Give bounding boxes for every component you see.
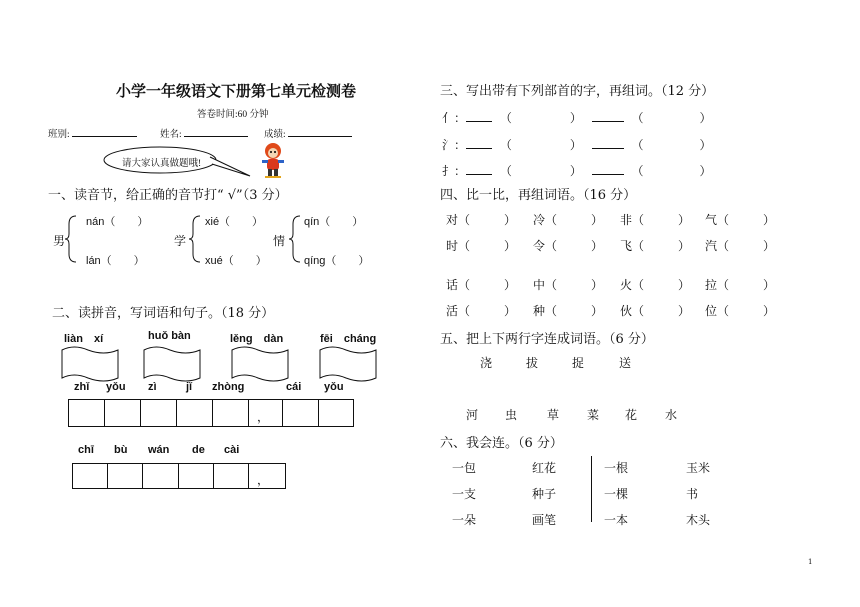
s6-item[interactable]: 一支 <box>452 487 477 501</box>
comma: ， <box>257 473 270 487</box>
paren-open: （ <box>545 213 558 227</box>
s5-bottom-char[interactable]: 水 <box>665 408 678 422</box>
paren-open: （ <box>717 304 730 318</box>
s4-item <box>620 237 690 254</box>
class-blank[interactable] <box>72 126 137 137</box>
radical-label: 亻： <box>442 111 467 125</box>
s1-option[interactable]: xié（ ） <box>205 216 264 228</box>
class-field <box>48 126 137 140</box>
s5-bottom-char[interactable]: 虫 <box>505 408 518 422</box>
paren-open: （ <box>458 239 471 253</box>
paren-close: ） <box>678 278 691 292</box>
char-box[interactable] <box>68 399 106 427</box>
s4-char: 种 <box>533 304 546 318</box>
exam-time: 答卷时间:60 分钟 <box>197 110 269 120</box>
char-box[interactable] <box>212 399 250 427</box>
s6-item[interactable]: 一根 <box>604 461 629 475</box>
s4-item <box>446 211 516 228</box>
s4-char: 非 <box>620 213 633 227</box>
paren-open: （ <box>717 213 730 227</box>
s2-mid-pinyin: jǐ <box>186 381 193 393</box>
s5-bottom-char[interactable]: 花 <box>625 408 638 422</box>
char-blank[interactable] <box>592 111 624 122</box>
paren-close: ） <box>591 239 604 253</box>
name-label: 姓名: <box>160 130 182 140</box>
s6-item[interactable]: 木头 <box>686 513 711 527</box>
s1-option[interactable]: nán（ ） <box>86 216 149 228</box>
char-box[interactable] <box>142 463 180 489</box>
paren-open: （ <box>717 239 730 253</box>
section6-title: 六、我会连。（6 分） <box>440 436 563 451</box>
paren-close: ） <box>699 138 712 152</box>
s6-item[interactable]: 红花 <box>532 461 557 475</box>
paren-close: ） <box>763 304 776 318</box>
s3-row <box>442 162 712 179</box>
char-blank[interactable] <box>466 164 492 175</box>
paren-open: （ <box>632 213 645 227</box>
comma: ， <box>257 410 270 424</box>
paren-close: ） <box>569 164 582 178</box>
speech-bubble-text: 请大家认真做题哦! <box>122 159 202 169</box>
paren-open: （ <box>545 304 558 318</box>
paren-open: （ <box>458 304 471 318</box>
s4-char: 对 <box>446 213 459 227</box>
s4-char: 位 <box>705 304 718 318</box>
score-label: 成绩: <box>264 130 286 140</box>
s2-top-pinyin: lěng dàn <box>230 333 284 345</box>
paren-close: ） <box>504 304 517 318</box>
s1-char-3: 情 <box>273 234 286 248</box>
s4-item <box>705 211 775 228</box>
page-number: 1 <box>808 558 813 566</box>
s4-char: 冷 <box>533 213 546 227</box>
s4-item <box>446 302 516 319</box>
section4-title: 四、比一比，再组词语。（16 分） <box>440 188 637 203</box>
s4-item <box>620 302 690 319</box>
paren-close: ） <box>504 213 517 227</box>
paren-open: （ <box>545 278 558 292</box>
s2-mid-pinyin: zhǐ <box>74 381 90 393</box>
char-blank[interactable] <box>592 138 624 149</box>
s6-item[interactable]: 画笔 <box>532 513 557 527</box>
s5-bottom-char[interactable]: 河 <box>466 408 479 422</box>
s5-bottom-char[interactable]: 草 <box>547 408 560 422</box>
paren-open: （ <box>458 213 471 227</box>
s6-item[interactable]: 玉米 <box>686 461 711 475</box>
char-blank[interactable] <box>466 111 492 122</box>
paren-close: ） <box>678 304 691 318</box>
s4-item <box>620 211 690 228</box>
section2-title: 二、读拼音，写词语和句子。（18 分） <box>52 306 275 321</box>
s4-char: 气 <box>705 213 718 227</box>
s6-item[interactable]: 种子 <box>532 487 557 501</box>
paren-open: （ <box>632 278 645 292</box>
score-blank[interactable] <box>288 126 352 137</box>
char-box[interactable] <box>178 463 215 489</box>
writing-box[interactable] <box>144 347 200 381</box>
s6-item[interactable]: 一棵 <box>604 487 629 501</box>
s2-bottom-pinyin: chī <box>78 444 94 456</box>
writing-box[interactable] <box>62 347 118 381</box>
writing-box[interactable] <box>232 347 288 381</box>
score-field <box>264 126 352 140</box>
paren-open: （ <box>499 111 512 125</box>
paren-close: ） <box>569 111 582 125</box>
s4-char: 活 <box>446 304 459 318</box>
s2-bottom-pinyin: wán <box>148 444 170 456</box>
paren-close: ） <box>591 278 604 292</box>
s4-char: 火 <box>620 278 633 292</box>
class-label: 班别: <box>48 130 70 140</box>
char-box[interactable] <box>318 399 354 427</box>
paren-open: （ <box>631 164 644 178</box>
page-title: 小学一年级语文下册第七单元检测卷 <box>116 82 357 100</box>
s4-item <box>705 276 775 293</box>
s2-bottom-pinyin: bù <box>114 444 128 456</box>
paren-close: ） <box>678 239 691 253</box>
word-boxes <box>58 342 388 384</box>
s4-char: 伙 <box>620 304 633 318</box>
char-box[interactable] <box>104 399 142 427</box>
brace-icon <box>64 214 78 264</box>
paren-close: ） <box>699 164 712 178</box>
s2-mid-pinyin: yǒu <box>324 381 344 393</box>
char-box[interactable] <box>140 399 178 427</box>
s5-top-char[interactable]: 捉 <box>572 356 585 370</box>
char-blank[interactable] <box>466 138 492 149</box>
s1-option[interactable]: qíng（ ） <box>304 255 370 267</box>
s4-item <box>533 276 603 293</box>
s2-top-pinyin: liàn xí <box>64 333 104 345</box>
s5-top-char[interactable]: 送 <box>619 356 632 370</box>
s4-char: 话 <box>446 278 459 292</box>
paren-close: ） <box>763 278 776 292</box>
s4-item <box>533 302 603 319</box>
s4-char: 时 <box>446 239 459 253</box>
brace-icon <box>288 214 302 264</box>
char-box[interactable] <box>176 399 214 427</box>
s6-item[interactable]: 一本 <box>604 513 629 527</box>
s1-option[interactable]: xué（ ） <box>205 255 267 267</box>
writing-box[interactable] <box>320 347 376 381</box>
paren-open: （ <box>632 239 645 253</box>
paren-close: ） <box>504 239 517 253</box>
paren-close: ） <box>763 213 776 227</box>
brace-icon <box>188 214 202 264</box>
s4-char: 拉 <box>705 278 718 292</box>
s4-item <box>705 237 775 254</box>
paren-close: ） <box>591 213 604 227</box>
divider-line <box>591 456 592 522</box>
paren-open: （ <box>499 164 512 178</box>
s4-char: 令 <box>533 239 546 253</box>
s3-row <box>442 109 712 126</box>
s6-item[interactable]: 一包 <box>452 461 477 475</box>
paren-open: （ <box>632 304 645 318</box>
paren-open: （ <box>458 278 471 292</box>
char-box[interactable] <box>107 463 144 489</box>
s4-item <box>446 237 516 254</box>
paren-close: ） <box>678 213 691 227</box>
s2-mid-pinyin: zì <box>148 381 157 393</box>
s5-bottom-char[interactable]: 菜 <box>587 408 600 422</box>
s4-item <box>446 276 516 293</box>
char-blank[interactable] <box>592 164 624 175</box>
s2-mid-pinyin: yǒu <box>106 381 126 393</box>
radical-label: 氵： <box>442 138 467 152</box>
paren-close: ） <box>504 278 517 292</box>
s2-top-pinyin: huǒ bàn <box>148 330 191 342</box>
s4-item <box>705 302 775 319</box>
s2-bottom-pinyin: de <box>192 444 205 456</box>
s2-bottom-pinyin: cài <box>224 444 240 456</box>
s1-char-2: 学 <box>174 234 187 248</box>
paren-open: （ <box>631 138 644 152</box>
s4-char: 汽 <box>705 239 718 253</box>
s1-option[interactable]: qín（ ） <box>304 216 364 228</box>
char-box[interactable] <box>213 463 250 489</box>
name-blank[interactable] <box>184 126 248 137</box>
paren-open: （ <box>545 239 558 253</box>
s4-item <box>533 211 603 228</box>
s1-char-1: 男 <box>53 234 66 248</box>
s4-char: 中 <box>533 278 546 292</box>
char-box[interactable] <box>282 399 320 427</box>
mascot-icon <box>258 142 288 180</box>
paren-open: （ <box>717 278 730 292</box>
s2-mid-pinyin: zhòng <box>212 381 245 393</box>
paren-close: ） <box>591 304 604 318</box>
s6-item[interactable]: 书 <box>686 487 699 501</box>
section5-title: 五、把上下两行字连成词语。（6 分） <box>440 332 654 347</box>
radical-label: 扌： <box>442 164 467 178</box>
paren-close: ） <box>699 111 712 125</box>
s4-item <box>620 276 690 293</box>
s5-top-char[interactable]: 拔 <box>526 356 539 370</box>
s6-item[interactable]: 一朵 <box>452 513 477 527</box>
paren-open: （ <box>631 111 644 125</box>
s3-row <box>442 136 712 153</box>
s4-char: 飞 <box>620 239 633 253</box>
char-box[interactable] <box>72 463 109 489</box>
name-field <box>160 126 248 140</box>
s2-mid-pinyin: cái <box>286 381 302 393</box>
paren-close: ） <box>763 239 776 253</box>
section3-title: 三、写出带有下列部首的字，再组词。（12 分） <box>440 84 715 99</box>
section1-title: 一、读音节，给正确的音节打“ √”（3 分） <box>48 188 288 203</box>
paren-open: （ <box>499 138 512 152</box>
s2-top-pinyin: fēi cháng <box>320 333 377 345</box>
paren-close: ） <box>569 138 582 152</box>
s1-option[interactable]: lán（ ） <box>86 255 145 267</box>
s5-top-char[interactable]: 浇 <box>480 356 493 370</box>
s4-item <box>533 237 603 254</box>
